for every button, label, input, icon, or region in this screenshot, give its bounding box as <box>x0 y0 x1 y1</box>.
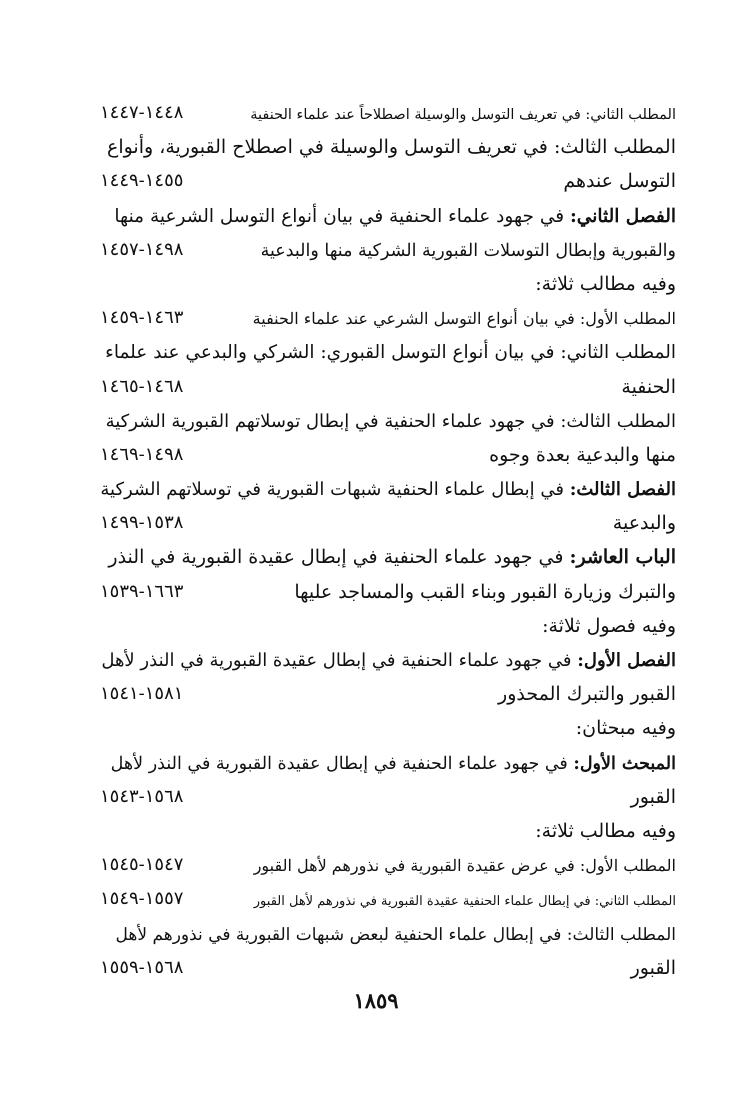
page-range: ١٥٨١-١٥٤١ <box>100 683 184 705</box>
toc-line <box>100 130 676 164</box>
toc-line-text <box>489 438 676 472</box>
page-range: ١٤٩٨-١٤٦٩ <box>100 443 184 465</box>
toc-title: في بيان أنواع التوسل الشرعي عند علماء الحنفية <box>252 309 580 329</box>
toc-line <box>100 780 676 814</box>
toc-line-text <box>114 200 676 233</box>
toc-entry <box>100 267 676 301</box>
toc-title: وفيه مطالب ثلاثة: <box>535 272 676 295</box>
toc-entry <box>100 814 676 848</box>
toc-title: في إبطال علماء الحنفية شبهات القبورية في توسلاتهم الشركية <box>100 479 570 501</box>
page-range: ١٤٥٥-١٤٤٩ <box>100 170 184 192</box>
page-range: ١٥٤٧-١٥٤٥ <box>100 854 184 876</box>
toc-title: وفيه مبحثان: <box>575 717 676 740</box>
toc-line-text <box>101 644 676 677</box>
toc-line-text <box>535 814 676 848</box>
page-range: ١٤٦٨-١٤٦٥ <box>100 375 184 397</box>
toc-line <box>100 199 676 233</box>
toc-entries <box>100 96 676 985</box>
toc-heading-label: الفصل الثالث: <box>569 479 676 501</box>
toc-title: في إبطال علماء الحنفية عقيدة القبورية في نذورهم لأهل القبور <box>253 894 595 910</box>
page-number: ١٨٥٩ <box>353 988 399 1013</box>
toc-heading-label: الفصل الأول: <box>577 650 676 671</box>
toc-line-text <box>106 405 676 438</box>
page-range: ١٥٦٨-١٥٤٣ <box>100 785 184 807</box>
toc-heading-label: المطلب الثاني: <box>560 342 676 364</box>
toc-entry <box>100 199 676 267</box>
toc-title: في جهود علماء الحنفية في إبطال عقيدة القبورية في النذر لأهل <box>101 650 578 671</box>
toc-entry <box>100 848 676 882</box>
toc-line <box>100 506 676 540</box>
toc-heading-label: المطلب الأول: <box>579 856 676 876</box>
toc-line <box>100 472 676 506</box>
toc-line-text <box>294 575 676 609</box>
toc-heading-label: المطلب الأول: <box>579 309 676 329</box>
toc-entry <box>100 882 676 916</box>
toc-title: في إبطال علماء الحنفية لبعض شبهات القبورية في نذورهم لأهل <box>115 924 567 945</box>
toc-heading-label: المطلب الثاني: <box>594 894 676 910</box>
toc-line <box>100 677 676 711</box>
toc-title: في تعريف التوسل والوسيلة اصطلاحاً عند علماء الحنفية <box>250 107 586 123</box>
toc-line <box>100 438 676 472</box>
toc-title: في بيان أنواع التوسل القبوري: الشركي والبدعي عند علماء <box>105 342 561 364</box>
toc-title: في تعريف التوسل والوسيلة في اصطلاح القبورية، وأنواع <box>106 136 554 159</box>
toc-entry <box>100 746 676 814</box>
page-range: ١٥٣٨-١٤٩٩ <box>100 512 184 534</box>
toc-line-text <box>107 130 676 164</box>
toc-entry <box>100 917 676 985</box>
toc-heading-label: المبحث الأول: <box>573 753 676 774</box>
toc-line-text <box>100 473 676 506</box>
toc-line-text <box>111 747 676 780</box>
toc-line-text <box>631 951 676 985</box>
toc-entry <box>100 130 676 198</box>
toc-entry <box>100 540 676 608</box>
toc-entry <box>100 609 676 643</box>
toc-line-text <box>631 780 676 814</box>
toc-title: في عرض عقيدة القبورية في نذورهم لأهل القبور <box>253 856 580 876</box>
toc-entry <box>100 96 676 130</box>
page-range: ١٥٥٧-١٥٤٩ <box>100 888 184 910</box>
toc-line-text <box>116 918 677 951</box>
toc-title: وفيه فصول ثلاثة: <box>542 614 676 637</box>
toc-line <box>100 267 676 301</box>
toc-title: في جهود علماء الحنفية في بيان أنواع التوسل الشرعية منها <box>114 205 570 227</box>
toc-title: التوسل عندهم <box>563 170 676 193</box>
toc-line <box>100 643 676 677</box>
toc-heading-label: المطلب الثالث: <box>566 924 676 945</box>
toc-title: منها والبدعية بعدة وجوه <box>489 443 676 466</box>
toc-line <box>100 814 676 848</box>
toc-title: والبدعية <box>612 512 676 535</box>
page-range: ١٦٦٣-١٥٣٩ <box>100 580 184 602</box>
toc-entry <box>100 472 676 540</box>
toc-line-text <box>563 164 676 198</box>
toc-line-text <box>253 302 676 335</box>
toc-line <box>100 575 676 609</box>
toc-title: القبور <box>630 785 676 808</box>
toc-line-text <box>254 849 676 882</box>
toc-heading-label: المطلب الثالث: <box>560 410 676 432</box>
toc-title: القبور والتبرك المحذور <box>498 683 676 706</box>
toc-line <box>100 96 676 130</box>
toc-line <box>100 711 676 745</box>
toc-line <box>100 746 676 780</box>
toc-line-text <box>105 336 676 369</box>
page-range: ١٤٤٨-١٤٤٧ <box>100 102 184 123</box>
toc-line-text <box>542 609 676 643</box>
toc-line-text <box>613 506 676 540</box>
toc-line-text <box>576 711 676 745</box>
toc-entry <box>100 404 676 472</box>
page-range: ١٤٦٣-١٤٥٩ <box>100 307 184 329</box>
toc-line-text <box>535 267 676 301</box>
toc-line-text <box>254 885 676 916</box>
toc-line <box>100 404 676 438</box>
toc-line <box>100 951 676 985</box>
toc-line-text <box>108 540 676 574</box>
page-range: ١٤٩٨-١٤٥٧ <box>100 238 184 260</box>
toc-line <box>100 848 676 882</box>
toc-line <box>100 917 676 951</box>
toc-entry <box>100 301 676 335</box>
toc-line <box>100 233 676 267</box>
toc-heading-label: المطلب الثالث: <box>553 136 676 159</box>
toc-heading-label: الباب العاشر: <box>569 546 676 569</box>
toc-line <box>100 301 676 335</box>
toc-title: القبور <box>630 956 676 979</box>
toc-title: في جهود علماء الحنفية في إبطال عقيدة القبورية في النذر <box>108 546 570 569</box>
toc-title: الحنفية <box>621 375 676 398</box>
toc-title: والقبورية وإبطال التوسلات القبورية الشركية منها والبدعية <box>260 240 676 261</box>
toc-title: والتبرك وزيارة القبور وبناء القبب والمساجد عليها <box>294 580 676 603</box>
toc-line <box>100 164 676 198</box>
toc-entry <box>100 335 676 403</box>
toc-line-text <box>498 677 676 711</box>
toc-line <box>100 540 676 574</box>
toc-heading-label: المطلب الثاني: <box>585 107 676 123</box>
toc-line <box>100 609 676 643</box>
toc-entry <box>100 711 676 745</box>
table-of-contents <box>100 96 676 985</box>
toc-line <box>100 882 676 916</box>
toc-title: في جهود علماء الحنفية في إبطال توسلاتهم القبورية الشركية <box>105 410 561 432</box>
toc-line-text <box>250 98 676 130</box>
toc-entry <box>100 643 676 711</box>
page-range: ١٥٦٨-١٥٥٩ <box>100 956 184 978</box>
toc-line-text <box>261 234 676 267</box>
toc-line <box>100 335 676 369</box>
toc-line <box>100 370 676 404</box>
toc-title: في جهود علماء الحنفية في إبطال عقيدة القبورية في النذر لأهل <box>110 753 574 774</box>
toc-line-text <box>621 370 676 404</box>
toc-title: وفيه مطالب ثلاثة: <box>535 819 676 842</box>
toc-heading-label: الفصل الثاني: <box>569 205 676 227</box>
